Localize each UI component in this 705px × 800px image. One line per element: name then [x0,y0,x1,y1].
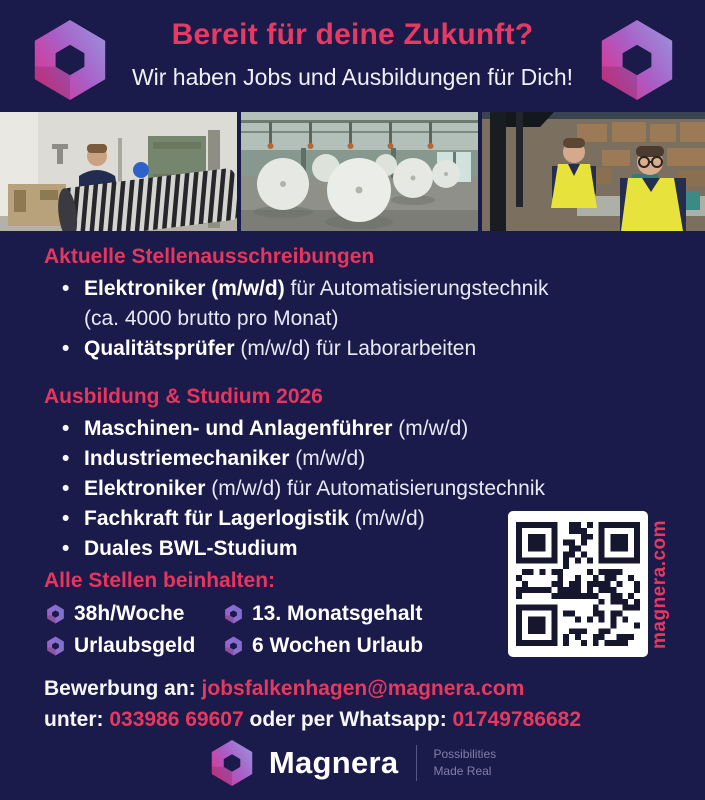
section-heading-ausbildung: Ausbildung & Studium 2026 [44,385,323,408]
photo-paper-rolls [241,112,478,231]
qr-block [508,511,671,657]
page-subtitle: Wir haben Jobs und Ausbildungen für Dich! [131,64,574,90]
section-heading-jobs: Aktuelle Stellenausschreibungen [44,245,375,268]
photo-strip [0,112,705,231]
bullet-dot-icon: • [62,447,70,470]
benefit-item [46,630,224,662]
job-list-item [62,334,684,364]
photo-paper-rolls-art [241,112,478,231]
magnera-bullet-icon [46,604,65,624]
ausbildung-list-item [62,444,684,474]
tagline-line1: Possibilities [433,747,497,762]
qr-code [508,511,648,657]
footer-divider [416,745,417,781]
bullet-dot-icon: • [62,277,70,300]
qr-code-art [516,522,640,646]
job-item-text: Industriemechaniker (m/w/d) [84,447,366,470]
apply-label: Bewerbung an: [44,677,196,700]
photo-worker-machine-art [0,112,237,231]
job-item-text: Qualitätsprüfer (m/w/d) für Laborarbeiten [84,337,477,360]
bullet-dot-icon: • [62,337,70,360]
benefit-label: Urlaubsgeld [74,634,196,657]
photo-forklift-workers [482,112,705,231]
benefit-label: 38h/Woche [74,602,185,625]
bullet-dot-icon: • [62,417,70,440]
magnera-logo-icon [46,604,65,624]
tagline-line2: Made Real [433,764,492,778]
qr-caption: magnera.com [649,519,670,649]
magnera-bullet-icon [224,636,243,656]
magnera-bullet-icon [224,604,243,624]
footer [0,739,705,787]
benefit-label: 6 Wochen Urlaub [252,634,424,657]
page-title: Bereit für deine Zukunft? [171,18,534,51]
benefit-label: 13. Monatsgehalt [252,602,423,625]
magnera-logo-icon [30,18,110,102]
job-item-text: Elektroniker (m/w/d) für Automatisierungstechnik (ca. 4000 brutto pro Monat) [84,277,549,330]
magnera-logo-icon [30,18,110,102]
photo-worker-machine [0,112,237,231]
bullet-dot-icon: • [62,507,70,530]
magnera-logo-icon [46,636,65,656]
magnera-bullet-icon [46,636,65,656]
section-jobs [44,244,684,364]
contact-line-email [44,673,684,704]
photo-forklift-workers-art [482,112,705,231]
job-list-item [62,274,684,334]
whatsapp-label: oder per Whatsapp: [249,708,447,731]
job-item-text: Elektroniker (m/w/d) für Automatisierungstechnik [84,477,546,500]
job-item-text: Maschinen- und Anlagenführer (m/w/d) [84,417,469,440]
section-heading-benefits: Alle Stellen beinhalten: [44,569,276,592]
magnera-logo-icon [597,18,677,102]
contact-line-phone [44,704,684,735]
main-content [44,244,684,735]
contact-block [44,673,684,735]
ausbildung-list-item [62,414,684,444]
magnera-logo-icon [209,739,255,787]
phone-label: unter: [44,708,104,731]
magnera-logo-icon [224,636,243,656]
brand-name: Magnera [268,745,399,780]
header [0,0,705,91]
ausbildung-list-item [62,474,684,504]
job-item-text: Fachkraft für Lagerlogistik (m/w/d) [84,507,425,530]
bullet-dot-icon: • [62,477,70,500]
benefit-item [46,598,224,630]
phone-link[interactable]: 033986 69607 [109,708,244,731]
magnera-logo-icon [224,604,243,624]
whatsapp-link[interactable]: 01749786682 [452,708,582,731]
magnera-logo-icon [209,739,255,787]
magnera-logo-icon [597,18,677,102]
brand-tagline [433,746,496,780]
bullet-dot-icon: • [62,537,70,560]
jobs-list [44,274,684,364]
email-link[interactable]: jobsfalkenhagen@magnera.com [201,677,525,700]
job-item-text: Duales BWL-Studium [84,537,298,560]
